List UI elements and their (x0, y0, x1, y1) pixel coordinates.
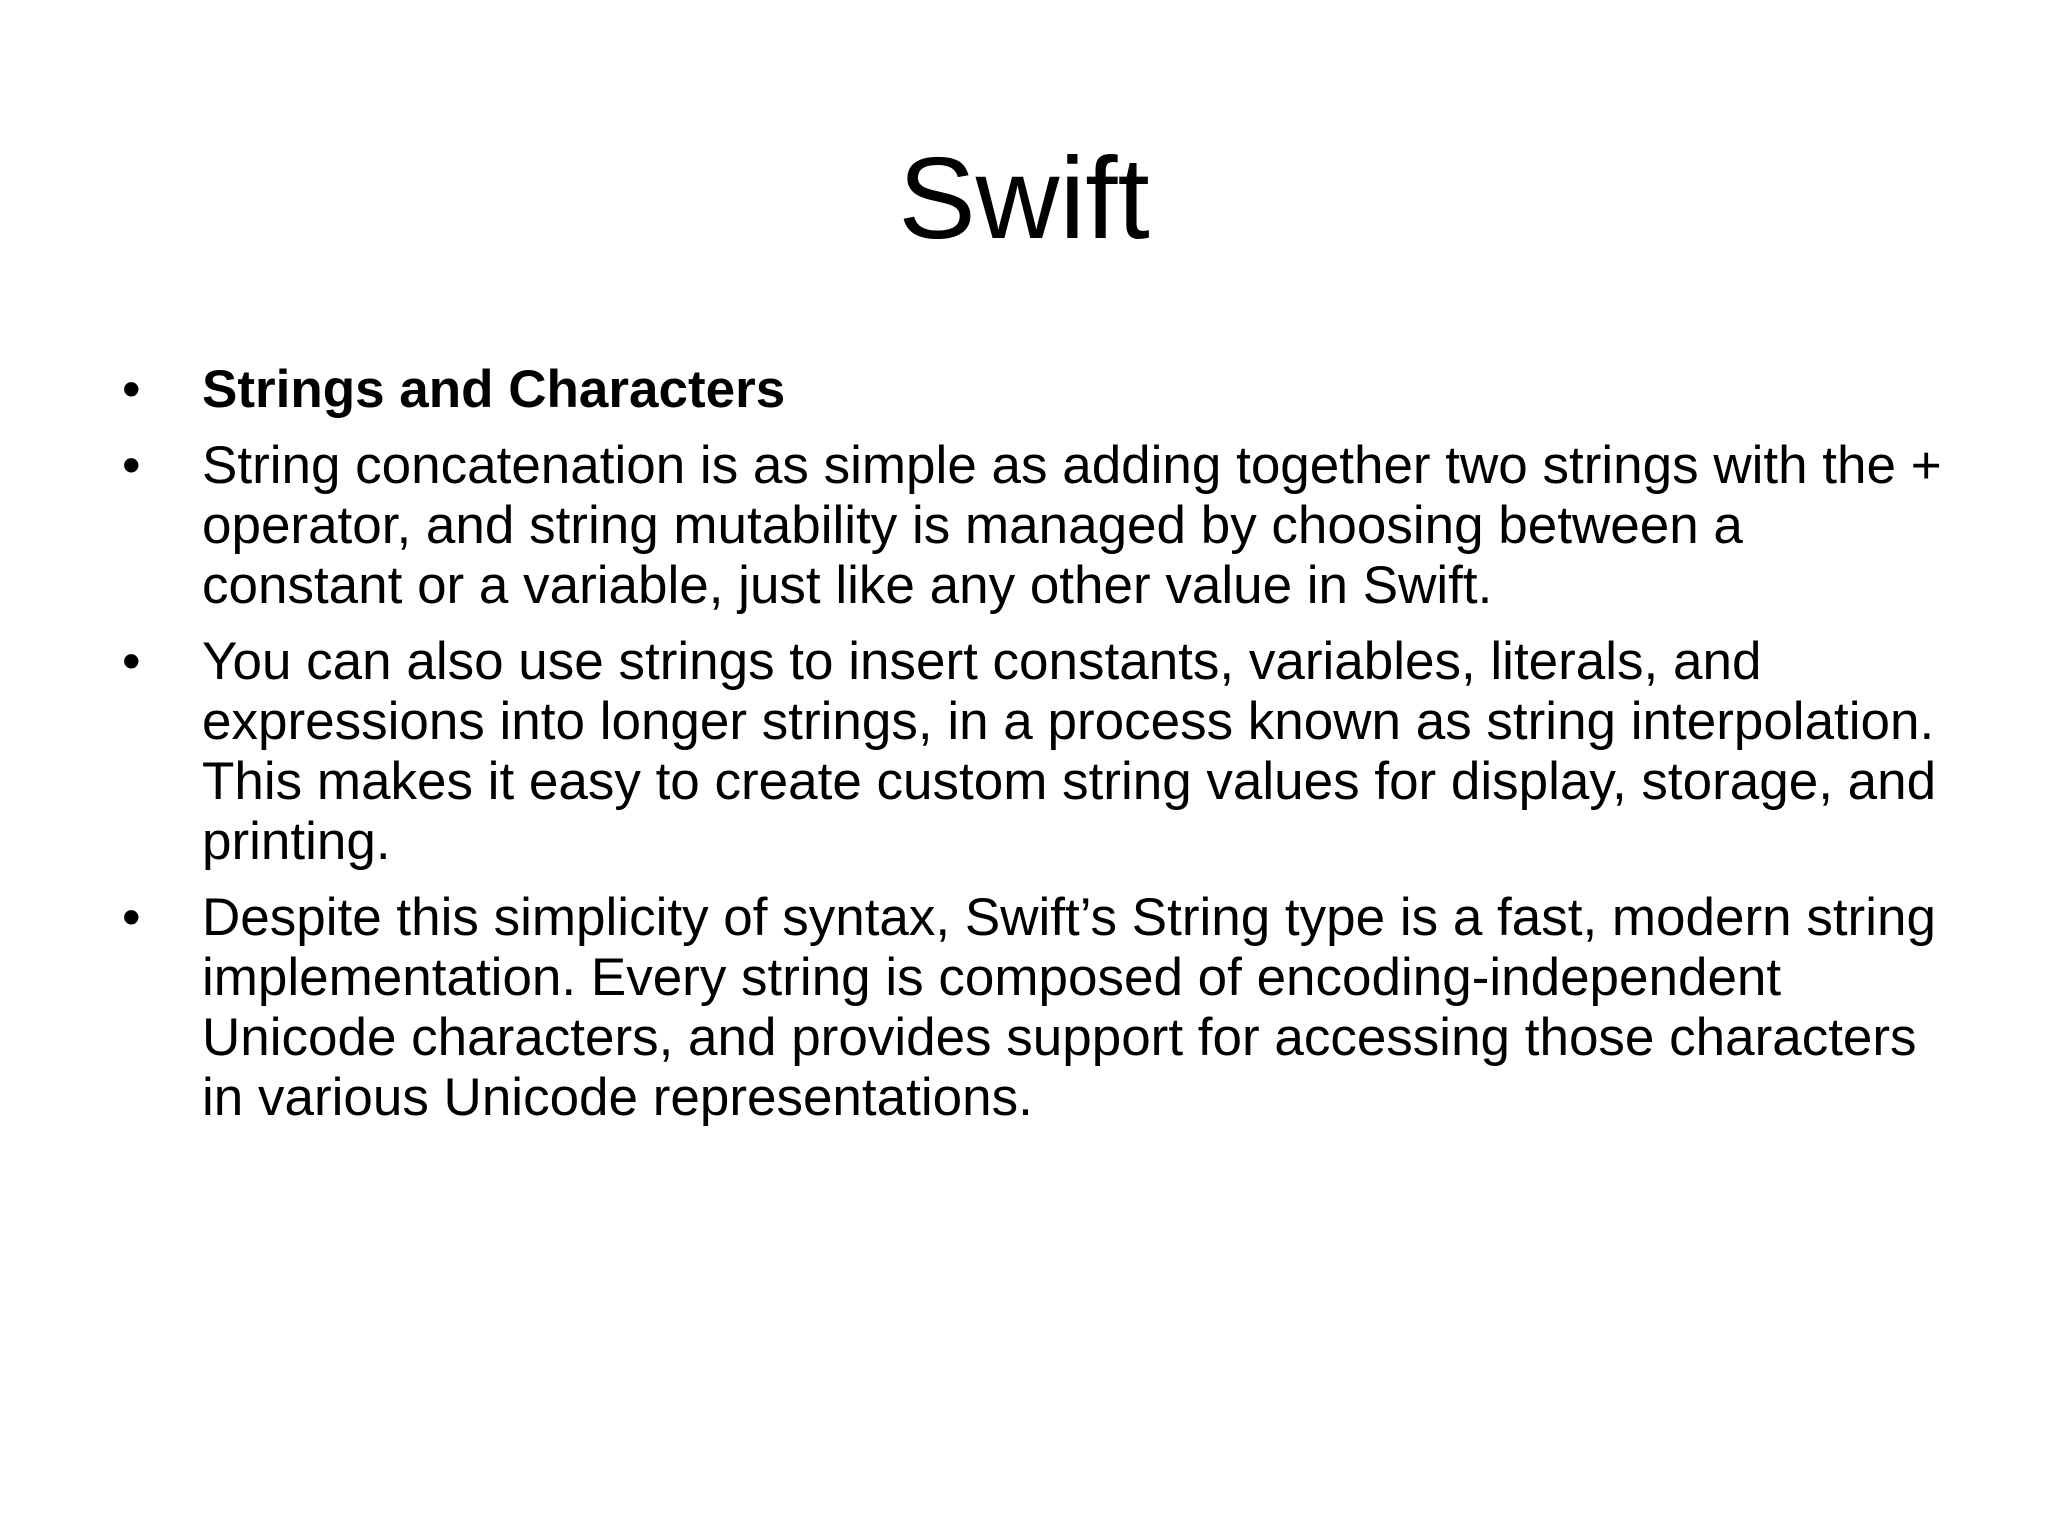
slide-title: Swift (898, 133, 1150, 263)
bullet-text: You can also use strings to insert constants, variables, literals, and expressions into longer strings, in a process known as string interpolation. This makes it easy to create custom string values for display, storage, and printing. (202, 632, 1937, 871)
bullet-dot: • (122, 436, 141, 495)
bullet-text: String concatenation is as simple as adding together two strings with the + operator, and string mutability is managed by choosing between a constant or a variable, just like any other value in Swift. (202, 436, 1942, 615)
bullet-item-heading (122, 360, 1942, 420)
bullet-list (122, 360, 1942, 1144)
bullet-dot: • (122, 888, 141, 947)
bullet-item-interpolation (122, 632, 1942, 872)
bullet-dot: • (122, 360, 141, 419)
bullet-text: Strings and Characters (202, 360, 786, 419)
bullet-dot: • (122, 632, 141, 691)
bullet-item-unicode (122, 888, 1942, 1128)
bullet-item-concatenation (122, 436, 1942, 616)
bullet-text: Despite this simplicity of syntax, Swift’s String type is a fast, modern string implementation. Every string is composed of encoding-independent Unicode characters, and provides support for accessing those characters in various Unicode representations. (202, 888, 1936, 1127)
